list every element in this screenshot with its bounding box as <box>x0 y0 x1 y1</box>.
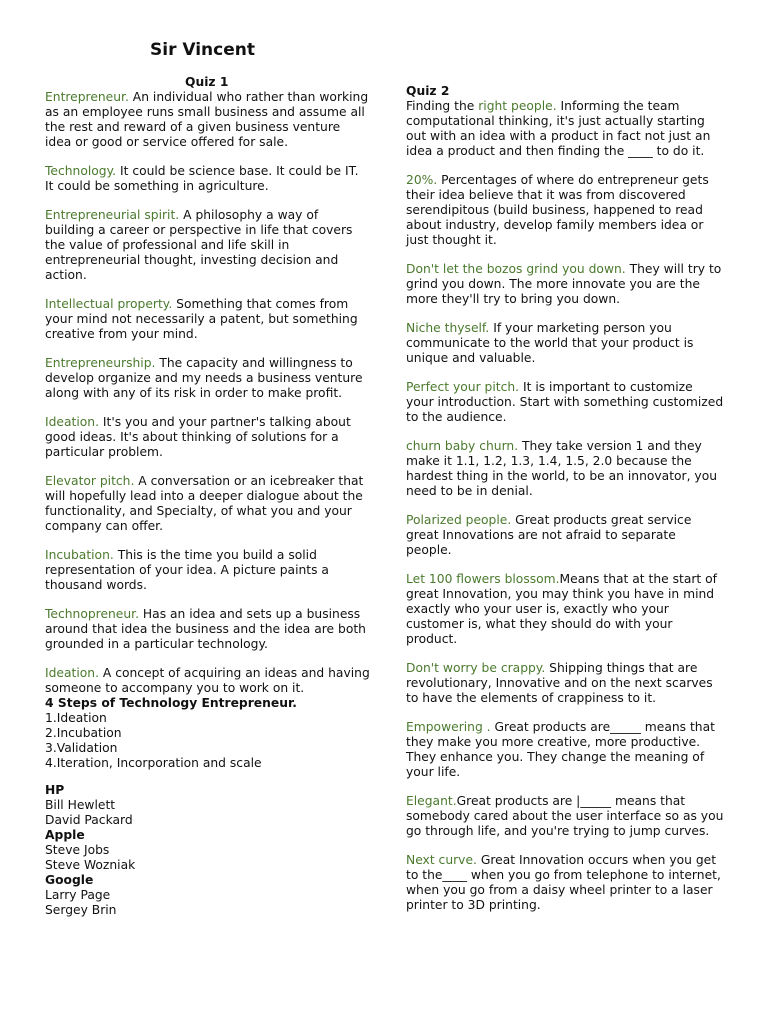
entry-term: Elevator pitch. <box>45 474 135 488</box>
entry-definition: Informing the team computational thinking, it's just actually starting out with an idea with a product in fact not just an idea a product and then finding the ____ to do it. <box>406 99 711 158</box>
entry-term: Niche thyself. <box>406 321 490 335</box>
quiz1-entry <box>45 474 370 534</box>
entry-term: Entrepreneurship. <box>45 356 156 370</box>
founder-name: Steve Wozniak <box>45 858 136 872</box>
entry-term: 20%. <box>406 173 438 187</box>
quiz2-entry <box>406 380 724 425</box>
document-title: Sir Vincent <box>150 40 255 60</box>
quiz2-entry <box>406 321 724 366</box>
quiz2-heading: Quiz 2 <box>406 84 450 98</box>
quiz2-entry <box>406 720 724 780</box>
entry-term: Don't let the bozos grind you down. <box>406 262 626 276</box>
entry-term: Incubation. <box>45 548 114 562</box>
steps-list <box>45 711 370 771</box>
entry-definition: Great Innovation occurs when you get to the____ when you go from telephone to internet, when you go from a daisy wheel printer to a laser printer to 3D printing. <box>406 853 721 912</box>
entry-prefix: Finding the <box>406 99 479 113</box>
entry-definition: The capacity and willingness to develop organize and my needs a business venture along with any of its risk in order to make profit. <box>45 356 363 400</box>
entry-definition: Percentages of where do entrepreneur gets their idea believe that it was from discovered serendipitous (build business, happened to read about industry, develop family members idea or just thought it. <box>406 173 709 247</box>
quiz2-column <box>406 84 724 927</box>
founder-name: Steve Jobs <box>45 843 110 857</box>
quiz2-entry <box>406 262 724 307</box>
entry-definition: It's you and your partner's talking about good ideas. It's about thinking of solutions for a particular problem. <box>45 415 351 459</box>
founder-name: Sergey Brin <box>45 903 117 917</box>
entry-term: Ideation. <box>45 666 99 680</box>
entry-definition: They will try to grind you down. The more innovate you are the more they'll try to bring you down. <box>406 262 722 306</box>
quiz1-entry <box>45 415 370 460</box>
entry-definition: A philosophy a way of building a career or perspective in life that covers the value of professional and life skill in entrepreneurial thought, investing decision and action. <box>45 208 353 282</box>
company-name: Apple <box>45 828 85 842</box>
quiz2-entry <box>406 99 724 159</box>
quiz2-entry <box>406 853 724 913</box>
company-name: HP <box>45 783 65 797</box>
founder-name: David Packard <box>45 813 133 827</box>
entry-term: Entrepreneur. <box>45 90 129 104</box>
quiz2-entry <box>406 513 724 558</box>
quiz1-entry <box>45 356 370 401</box>
entry-term: Elegant. <box>406 794 457 808</box>
entry-definition: This is the time you build a solid representation of your idea. A picture paints a thousand words. <box>45 548 329 592</box>
quiz1-entry <box>45 548 370 593</box>
entry-term: Intellectual property. <box>45 297 173 311</box>
quiz2-entry <box>406 794 724 839</box>
quiz2-entry <box>406 439 724 499</box>
step-item: 4.Iteration, Incorporation and scale <box>45 756 262 770</box>
entry-definition: They take version 1 and they make it 1.1, 1.2, 1.3, 1.4, 1.5, 2.0 because the hardest thing in the world, to be an innovator, you need to be in denial. <box>406 439 718 498</box>
company-name: Google <box>45 873 94 887</box>
quiz1-entry <box>45 208 370 283</box>
entry-definition: It is important to customize your introduction. Start with something customized to the audience. <box>406 380 724 424</box>
quiz1-entry <box>45 607 370 652</box>
quiz2-entry <box>406 173 724 248</box>
quiz1-column <box>45 75 370 918</box>
entry-definition: If your marketing person you communicate to the world that your product is unique and valuable. <box>406 321 694 365</box>
entry-definition: Something that comes from your mind not necessarily a patent, but something creative from your mind. <box>45 297 358 341</box>
entry-term: Let 100 flowers blossom. <box>406 572 560 586</box>
entry-term: right people. <box>478 99 557 113</box>
quiz1-entry <box>45 164 370 194</box>
entry-term: Perfect your pitch. <box>406 380 520 394</box>
step-item: 2.Incubation <box>45 726 122 740</box>
step-item: 3.Validation <box>45 741 118 755</box>
entry-definition: Great products are_____ means that they make you more creative, more productive. They enhance you. They change the meaning of your life. <box>406 720 715 779</box>
entry-term: Technology. <box>45 164 117 178</box>
quiz1-heading: Quiz 1 <box>185 75 229 89</box>
entry-definition: It could be science base. It could be IT. It could be something in agriculture. <box>45 164 359 193</box>
entry-term: Entrepreneurial spirit. <box>45 208 180 222</box>
quiz2-entry <box>406 661 724 706</box>
entry-definition: An individual who rather than working as an employee runs small business and assume all the rest and reward of a given business venture idea or good or service offered for sale. <box>45 90 369 149</box>
entry-term: Empowering . <box>406 720 491 734</box>
quiz1-entry <box>45 297 370 342</box>
founder-name: Larry Page <box>45 888 111 902</box>
entry-term: Don't worry be crappy. <box>406 661 546 675</box>
step-item: 1.Ideation <box>45 711 107 725</box>
entry-term: Technopreneur. <box>45 607 140 621</box>
companies-list <box>45 783 370 918</box>
quiz2-entry <box>406 572 724 647</box>
entry-definition: Great products great service great Innovations are not afraid to separate people. <box>406 513 692 557</box>
entry-definition: A concept of acquiring an ideas and having someone to accompany you to work on it. <box>45 666 370 695</box>
entry-definition: A conversation or an icebreaker that will hopefully lead into a deeper dialogue about the functionality, and Specialty, of what you and your company can offer. <box>45 474 364 533</box>
quiz1-entry <box>45 666 370 696</box>
entry-definition: Means that at the start of great Innovation, you may think you have in mind exactly who your user is, exactly who your customer is, what they should do with your product. <box>406 572 718 646</box>
entry-term: Next curve. <box>406 853 477 867</box>
entry-term: Ideation. <box>45 415 99 429</box>
entry-definition: Has an idea and sets up a business around that idea the business and the idea are both grounded in a particular technology. <box>45 607 366 651</box>
entry-term: Polarized people. <box>406 513 512 527</box>
entry-definition: Great products are |_____ means that somebody cared about the user interface so as you go through life, and you're trying to jump curves. <box>406 794 724 838</box>
quiz2-entries <box>406 99 724 913</box>
steps-heading: 4 Steps of Technology Entrepreneur. <box>45 696 297 710</box>
founder-name: Bill Hewlett <box>45 798 116 812</box>
entry-definition: Shipping things that are revolutionary, Innovative and on the next scarves to have the elements of crappiness to it. <box>406 661 713 705</box>
entry-term: churn baby churn. <box>406 439 519 453</box>
quiz1-entries <box>45 90 370 696</box>
quiz1-entry <box>45 90 370 150</box>
